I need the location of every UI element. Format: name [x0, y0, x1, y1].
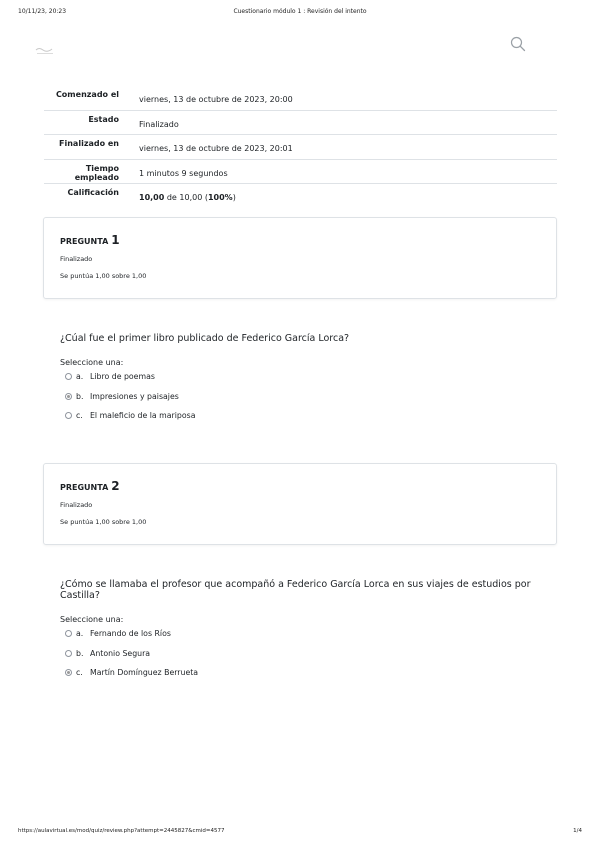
summary-label: Comenzado el — [55, 90, 119, 99]
summary-value: Finalizado — [139, 119, 179, 129]
question-label: PREGUNTA — [60, 237, 109, 246]
question-info-card — [43, 217, 557, 299]
answer-letter: a. — [76, 629, 84, 638]
summary-value: viernes, 13 de octubre de 2023, 20:00 — [139, 95, 293, 104]
question-state: Finalizado — [60, 255, 93, 263]
summary-row-grade — [44, 184, 557, 209]
question-grade: Se puntúa 1,00 sobre 1,00 — [60, 518, 147, 526]
summary-value: viernes, 13 de octubre de 2023, 20:01 — [139, 144, 293, 153]
print-footer — [18, 828, 582, 838]
grade-percent: 100% — [207, 193, 233, 202]
answer-option-selected[interactable] — [60, 391, 540, 411]
answer-letter: c. — [76, 411, 83, 421]
answer-list — [60, 371, 540, 430]
radio-button[interactable] — [65, 373, 72, 380]
grade-value — [139, 193, 236, 202]
question-info-card — [43, 463, 557, 545]
radio-button[interactable] — [65, 412, 72, 419]
answer-text: Martín Domínguez Berrueta — [90, 668, 199, 678]
question-content — [60, 579, 540, 687]
answer-letter: a. — [76, 372, 84, 381]
search-icon[interactable] — [510, 36, 526, 52]
answer-prompt: Seleccione una: — [60, 358, 124, 367]
question-content — [60, 333, 540, 430]
summary-label: Estado — [88, 114, 119, 124]
question-title — [60, 233, 120, 247]
summary-label: Tiempo empleado — [74, 163, 119, 182]
answer-text: Impresiones y paisajes — [90, 391, 179, 401]
answer-option[interactable] — [60, 628, 540, 648]
print-page-number: 1/4 — [573, 828, 582, 834]
grade-score: 10,00 — [139, 193, 165, 202]
radio-button-checked[interactable] — [65, 669, 72, 676]
summary-label: Calificación — [67, 188, 119, 197]
question-label: PREGUNTA — [60, 483, 109, 492]
answer-option[interactable] — [60, 648, 540, 668]
question-text: ¿Cómo se llamaba el profesor que acompañó a Federico García Lorca en sus viajes de estudios por Castilla? — [60, 579, 531, 601]
summary-row-time — [44, 160, 557, 185]
answer-letter: b. — [76, 391, 84, 401]
answer-text: Libro de poemas — [90, 372, 155, 381]
summary-row-started — [44, 86, 557, 111]
grade-mid: de 10,00 ( — [164, 193, 208, 202]
summary-value: 1 minutos 9 segundos — [139, 168, 228, 178]
summary-row-finished — [44, 135, 557, 160]
question-number: 1 — [111, 233, 120, 247]
answer-list — [60, 628, 540, 687]
answer-option[interactable] — [60, 371, 540, 391]
print-date: 10/11/23, 20:23 — [18, 8, 67, 15]
radio-button[interactable] — [65, 630, 72, 637]
print-header — [18, 8, 582, 18]
print-title: Cuestionario módulo 1 : Revisión del intento — [233, 8, 367, 15]
answer-letter: c. — [76, 668, 83, 678]
radio-button[interactable] — [65, 650, 72, 657]
summary-label: Finalizado en — [59, 139, 119, 148]
print-url: https://aulavirtual.es/mod/quiz/review.php?attempt=2445827&cmid=4577 — [18, 828, 225, 834]
answer-letter: b. — [76, 648, 84, 658]
radio-button-checked[interactable] — [65, 393, 72, 400]
question-text: ¿Cúal fue el primer libro publicado de Federico García Lorca? — [60, 333, 350, 344]
summary-row-state — [44, 111, 557, 136]
grade-close: ) — [232, 193, 236, 202]
question-grade: Se puntúa 1,00 sobre 1,00 — [60, 272, 147, 280]
answer-text: Fernando de los Ríos — [90, 629, 171, 638]
answer-option[interactable] — [60, 410, 540, 430]
question-title — [60, 479, 120, 493]
question-number: 2 — [111, 479, 120, 493]
answer-option-selected[interactable] — [60, 667, 540, 687]
answer-text: Antonio Segura — [90, 648, 151, 658]
site-logo[interactable] — [34, 41, 56, 51]
answer-prompt: Seleccione una: — [60, 615, 124, 624]
attempt-summary-table — [44, 86, 557, 209]
answer-text: El maleficio de la mariposa — [90, 411, 196, 421]
question-state: Finalizado — [60, 501, 93, 509]
